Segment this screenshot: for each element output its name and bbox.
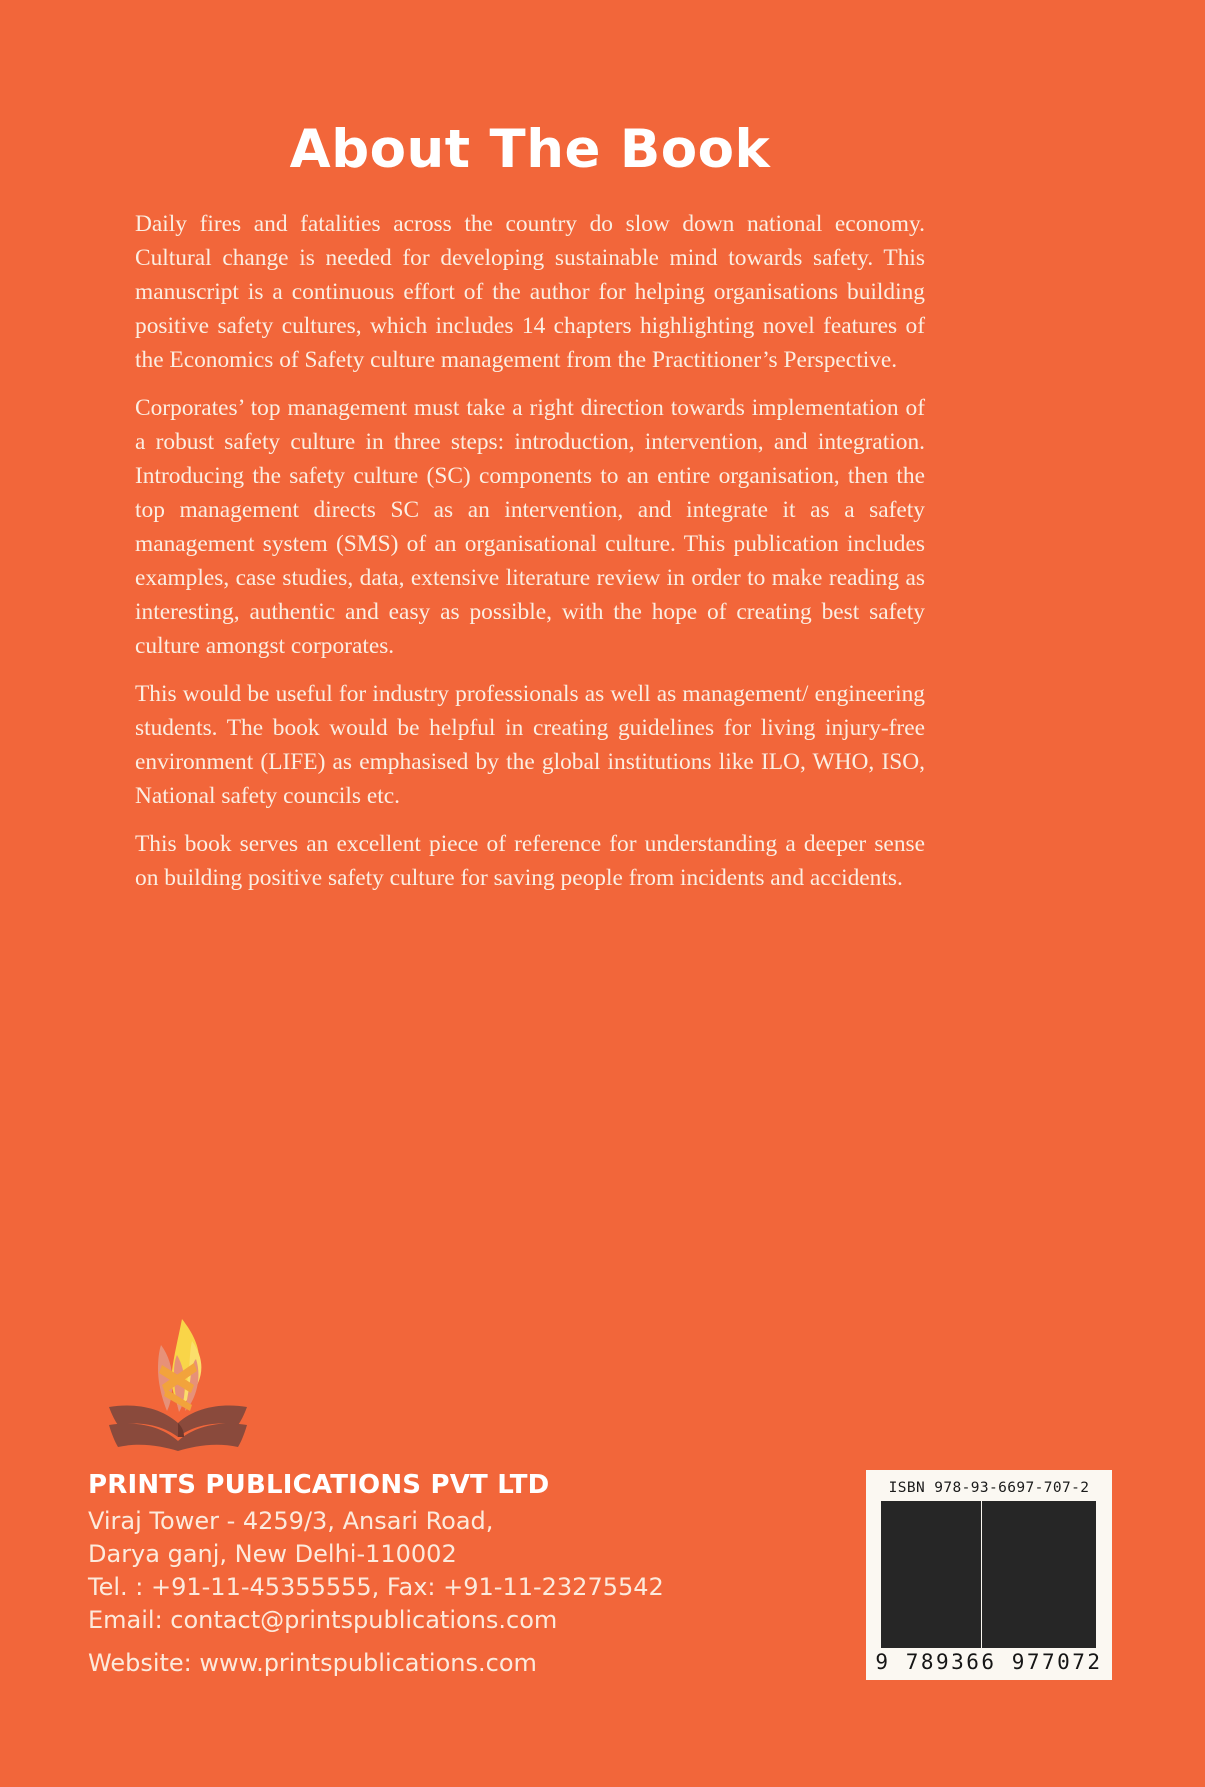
isbn-number: ISBN 978-93-6697-707-2 — [888, 1480, 1090, 1496]
about-paragraph-1: Daily fires and fatalities across the country do slow down national economy. Cultural change is needed for developing sustainable mind towards safety. This manuscript is a continuous effort of the author for helping organisations building positive safety cultures, which includes 14 chapters highlighting novel features of the Economics of Safety culture management from the Practitioner’s Perspective. — [135, 210, 925, 373]
about-the-book-section — [135, 120, 925, 895]
about-paragraph-3: This would be useful for industry professionals as well as management/ engineering students. The book would be helpful in creating guidelines for living injury-free environment (LIFE) as emphasised by the global institutions like ILO, WHO, ISO, National safety councils etc. — [135, 680, 925, 809]
publisher-name: PRINTS PUBLICATIONS PVT LTD — [88, 1470, 550, 1500]
publisher-email: Email: contact@printspublications.com — [88, 1605, 558, 1634]
about-paragraph-2: Corporates’ top management must take a right direction towards implementation of a robust safety culture in three steps: introduction, intervention, and integration. Introducing the safety culture (SC) components to an entire organisation, then the top management directs SC as an intervention, and integrate it as a safety management system (SMS) of an organisational culture. This publication includes examples, case studies, data, extensive literature review in order to make reading as interesting, authentic and easy as possible, with the hope of creating best safety culture amongst corporates. — [135, 394, 925, 659]
isbn-barcode — [866, 1470, 1112, 1680]
publisher-address-line-1: Viraj Tower - 4259/3, Ansari Road, — [88, 1506, 494, 1535]
publisher-info — [88, 1471, 728, 1680]
publisher-website: Website: www.printspublications.com — [88, 1648, 537, 1677]
publisher-phone: Tel. : +91-11-45355555, Fax: +91-11-23275542 — [88, 1572, 664, 1601]
about-paragraph-4: This book serves an excellent piece of reference for understanding a deeper sense on building positive safety culture for saving people from incidents and accidents. — [135, 830, 925, 891]
barcode-bars — [881, 1501, 1097, 1648]
barcode-digits: 9 789366 977072 — [875, 1650, 1103, 1674]
page-title: About The Book — [289, 119, 771, 180]
publisher-address-line-2: Darya ganj, New Delhi-110002 — [88, 1539, 457, 1568]
publisher-logo — [104, 1311, 254, 1453]
